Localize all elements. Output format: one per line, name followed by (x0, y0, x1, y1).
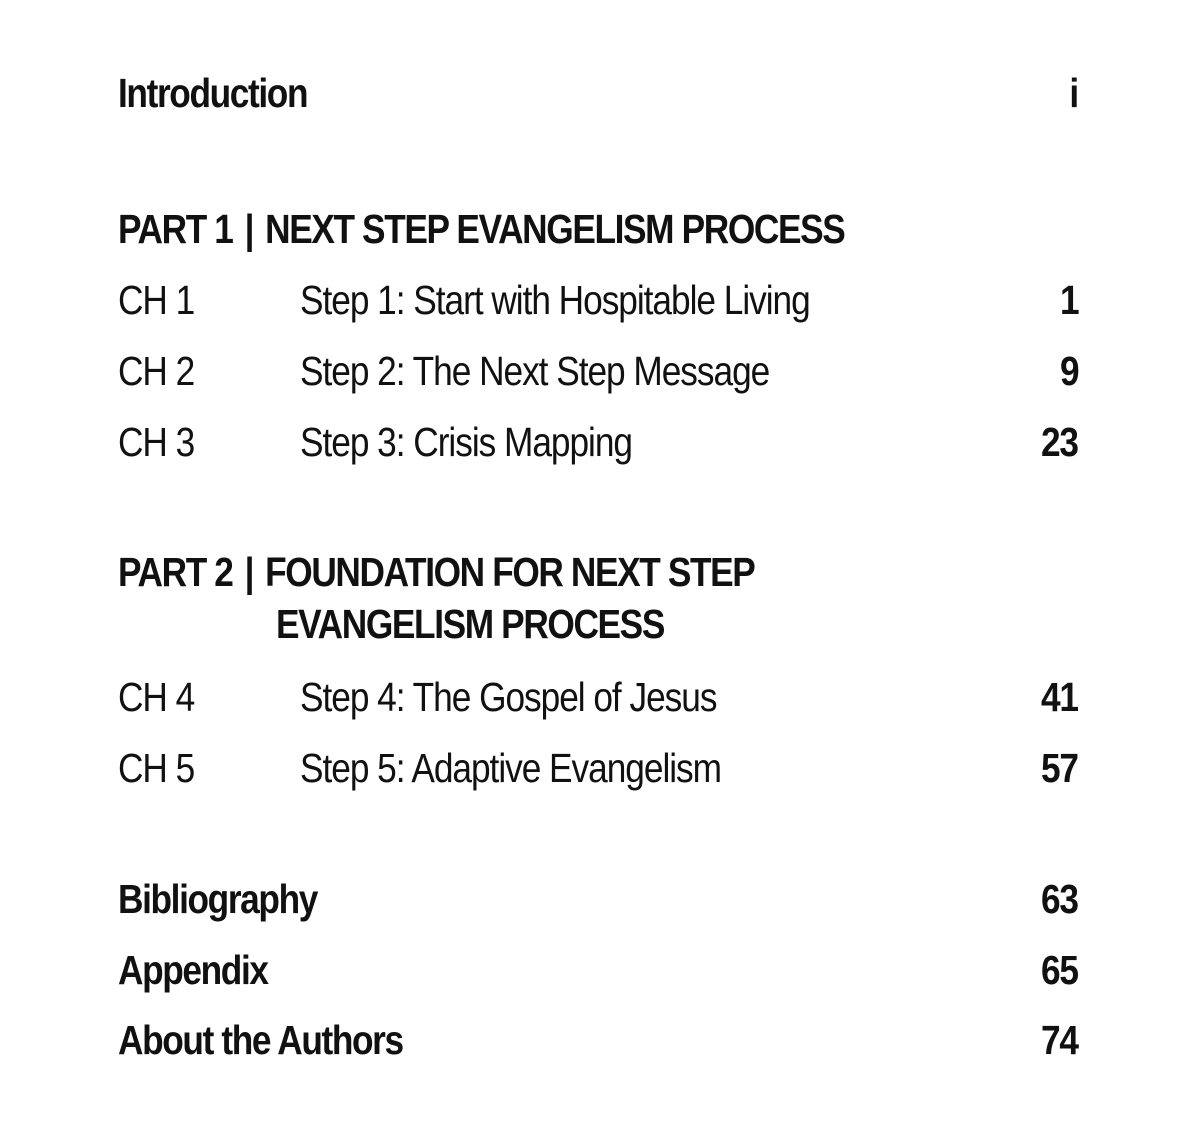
part-title: NEXT STEP EVANGELISM PROCESS (265, 206, 845, 252)
chapter-title: Step 3: Crisis Mapping (300, 419, 633, 465)
toc-page-number: 57 (1041, 745, 1078, 791)
toc-page-number: 9 (1059, 348, 1078, 394)
toc-chapter-entry (118, 412, 1078, 472)
toc-page-number: 41 (1041, 674, 1078, 720)
toc-page-number: 65 (1041, 947, 1078, 993)
chapter-title: Step 1: Start with Hospitable Living (300, 277, 810, 323)
chapter-label: CH 2 (118, 348, 195, 394)
part-heading-2-continued (118, 598, 1078, 650)
toc-entry-label: Introduction (118, 70, 308, 116)
toc-page-number: i (1069, 70, 1078, 116)
toc-entry-appendix (118, 940, 1078, 1000)
part-separator: | (244, 206, 254, 252)
toc-page-number: 74 (1041, 1017, 1078, 1063)
chapter-label: CH 5 (118, 745, 195, 791)
chapter-title: Step 5: Adaptive Evangelism (300, 745, 721, 791)
part-title-line1: FOUNDATION FOR NEXT STEP (265, 549, 755, 595)
toc-page-number: 63 (1041, 876, 1078, 922)
chapter-label: CH 1 (118, 277, 195, 323)
toc-entry-label: Appendix (118, 947, 268, 993)
chapter-title: Step 2: The Next Step Message (300, 348, 770, 394)
part-heading-1 (118, 203, 1078, 255)
toc-entry-about-authors (118, 1010, 1078, 1070)
toc-entry-label: About the Authors (118, 1017, 403, 1063)
chapter-title: Step 4: The Gospel of Jesus (300, 674, 717, 720)
toc-entry-introduction (118, 63, 1078, 123)
toc-chapter-entry (118, 667, 1078, 727)
part-label: PART 2 (118, 549, 233, 595)
part-separator: | (244, 549, 254, 595)
toc-chapter-entry (118, 738, 1078, 798)
toc-entry-bibliography (118, 869, 1078, 929)
chapter-label: CH 4 (118, 674, 195, 720)
part-heading-2 (118, 546, 1078, 598)
toc-entry-label: Bibliography (118, 876, 317, 922)
toc-chapter-entry (118, 341, 1078, 401)
toc-chapter-entry (118, 270, 1078, 330)
part-title-line2: EVANGELISM PROCESS (276, 601, 664, 647)
toc-page-number: 23 (1041, 419, 1078, 465)
toc-page-number: 1 (1059, 277, 1078, 323)
part-label: PART 1 (118, 206, 233, 252)
chapter-label: CH 3 (118, 419, 195, 465)
